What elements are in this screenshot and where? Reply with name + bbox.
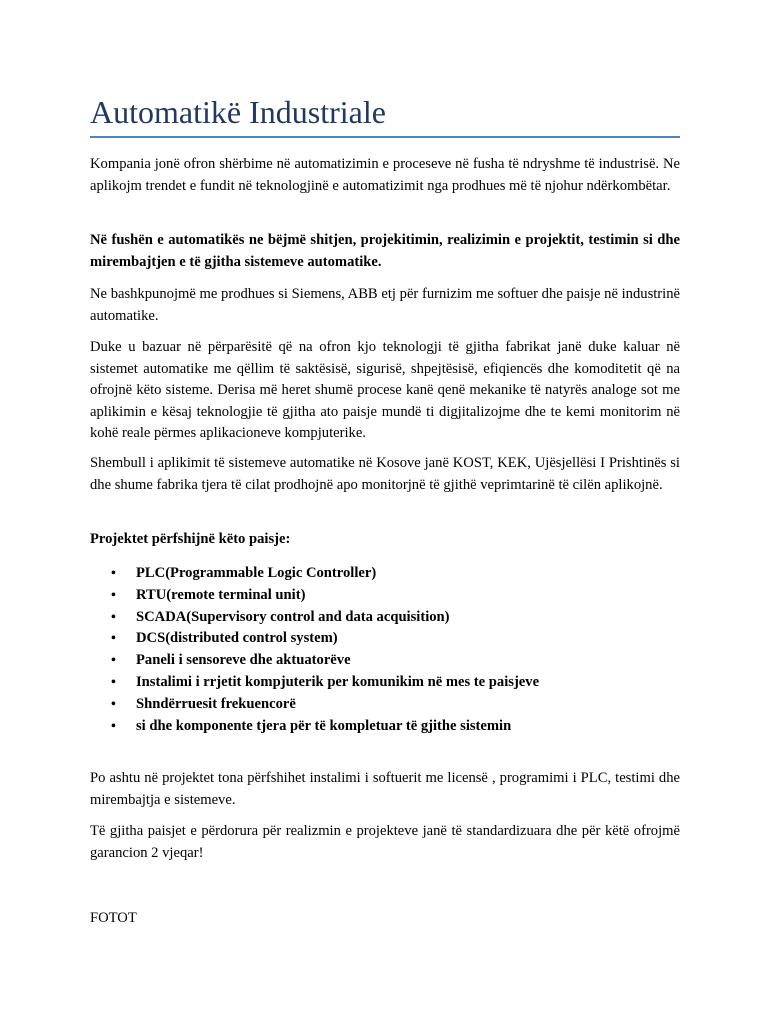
- bullet-icon: •: [111, 696, 116, 712]
- equipment-heading: Projektet përfshijnë këto paisje:: [90, 531, 291, 547]
- list-item: [90, 607, 680, 629]
- list-item-text: Paneli i sensoreve dhe aktuatorëve: [136, 652, 351, 669]
- bullet-icon: •: [111, 653, 116, 669]
- list-item-text: si dhe komponente tjera për të kompletuar të gjithe sistemin: [136, 717, 512, 734]
- bullet-icon: •: [111, 718, 116, 734]
- list-item: [90, 563, 680, 585]
- partners-paragraph: Ne bashkpunojmë me prodhues si Siemens, ABB etj për furnizim me softuer dhe paisje në industrinë automatike.: [90, 286, 680, 324]
- list-item-text: Shndërruesit frekuencorë: [136, 695, 296, 712]
- list-item: [90, 694, 680, 716]
- list-item: [90, 585, 680, 607]
- list-item: [90, 716, 680, 738]
- warranty-paragraph: Të gjitha paisjet e përdorura për realizmin e projekteve janë të standardizuara dhe për këtë ofrojmë garancion 2 vjeqar!: [90, 823, 680, 861]
- list-item-text: Instalimi i rrjetit kompjuterik per komunikim në mes te paisjeve: [136, 673, 540, 690]
- bullet-icon: •: [111, 587, 116, 603]
- photos-label: FOTOT: [90, 910, 137, 926]
- document-title: Automatikë Industriale: [90, 94, 386, 130]
- bullet-icon: •: [111, 674, 116, 690]
- installation-paragraph: Po ashtu në projektet tona përfshihet instalimi i softuerit me licensë , programimi i PLC, testimi dhe mirembajtja e sistemeve.: [90, 770, 680, 808]
- bullet-icon: •: [111, 566, 116, 581]
- title-underline: [90, 136, 680, 138]
- list-item-text: SCADA(Supervisory control and data acquisition): [136, 608, 450, 625]
- list-item: [90, 628, 680, 650]
- list-item: [90, 650, 680, 672]
- benefits-paragraph: Duke u bazuar në përparësitë që na ofron kjo teknologji të gjitha fabrikat janë duke kaluar në sistemet automatike me qëllim të saktësisë, sigurisë, shpejtësisë, efiqiencës dhe komoditetit që na ofrojnë këto sisteme. Derisa më heret shumë procese kanë qenë mekanike të natyrës analoge sot me aplikimin e kësaj teknologjie të gjitha ato paisje mundë ti digjitalizojme dhe te kemi monitorim në kohë reale përmes aplikacioneve kompjuterike.: [90, 339, 680, 441]
- bullet-icon: •: [111, 631, 116, 647]
- list-item-text: RTU(remote terminal unit): [136, 586, 306, 603]
- list-item-text: DCS(distributed control system): [136, 630, 338, 647]
- bullet-icon: •: [111, 609, 116, 625]
- services-paragraph: Në fushën e automatikës ne bëjmë shitjen, projekitimin, realizimin e projektit, testimin si dhe mirembajtjen e të gjitha sistemeve automatike.: [90, 232, 680, 270]
- intro-paragraph: Kompania jonë ofron shërbime në automatizimin e proceseve në fusha të ndryshme të industrisë. Ne aplikojm trendet e fundit në teknologjinë e automatizimit nga prodhues më të njohur ndërkombëtar.: [90, 156, 680, 194]
- list-item-text: PLC(Programmable Logic Controller): [136, 565, 377, 581]
- list-item: [90, 672, 680, 694]
- equipment-list: [90, 563, 680, 737]
- examples-paragraph: Shembull i aplikimit të sistemeve automatike në Kosove janë KOST, KEK, Ujësjellësi I Prishtinës si dhe shume fabrika tjera të cilat prodhojnë apo monitorjnë të gjithë veprimtarinë të cilën aplikojnë.: [90, 455, 680, 493]
